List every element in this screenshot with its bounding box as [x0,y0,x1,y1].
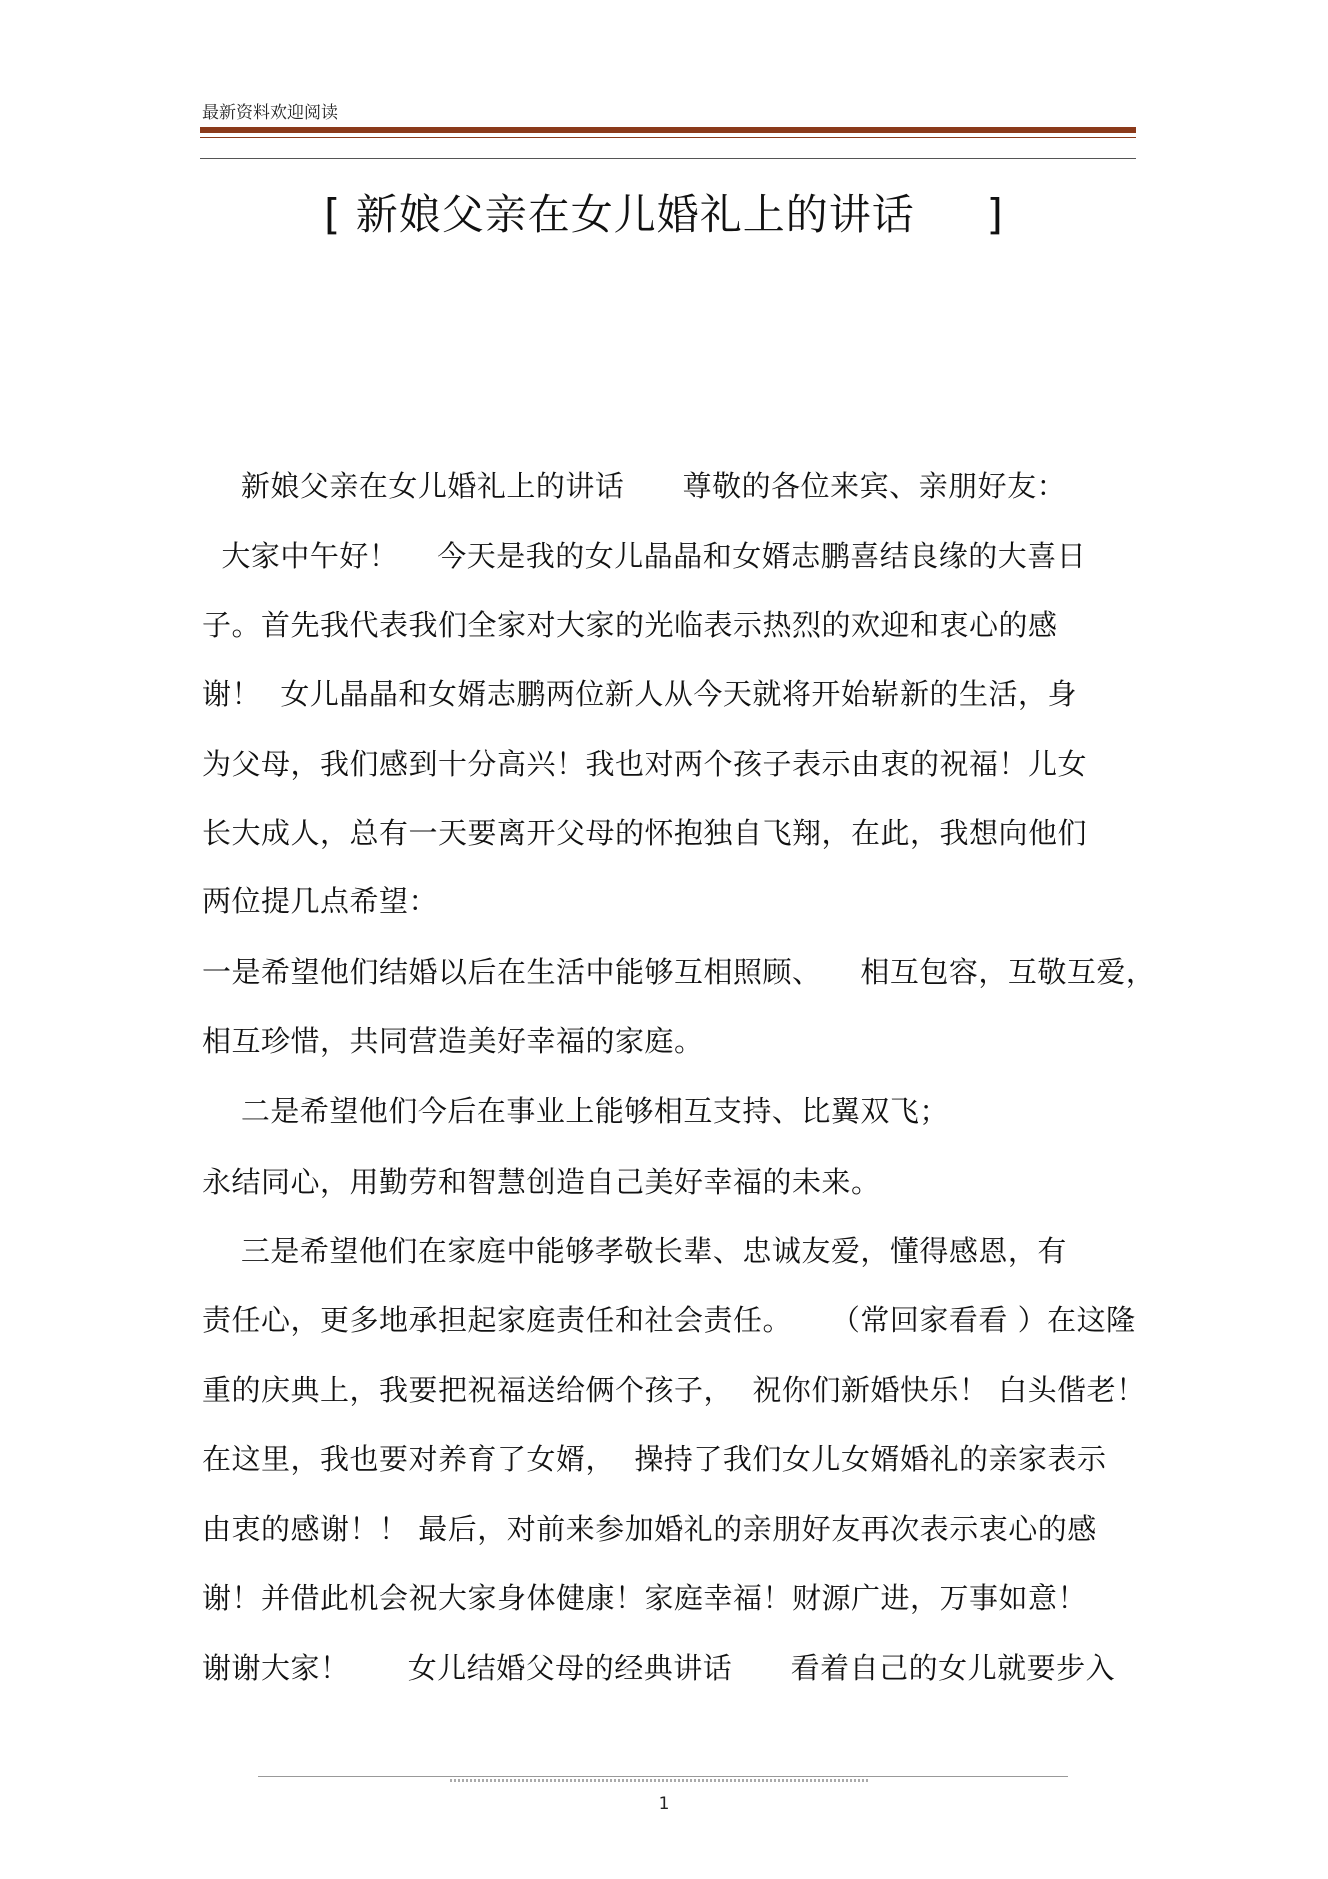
body-line: 两位提几点希望： [202,884,439,918]
body-line: 一是希望他们结婚以后在生活中能够互相照顾、 相互包容，互敬互爱， [202,955,1156,989]
body-line: 永结同心，用勤劳和智慧创造自己美好幸福的未来。 [202,1165,881,1199]
document-title: [ 新娘父亲在女儿婚礼上的讲话 ] [324,190,1004,239]
header-rule-thin [200,137,1136,138]
body-line: 三是希望他们在家庭中能够孝敬长辈、忠诚友爱，懂得感恩，有 [202,1234,1067,1268]
body-line: 谢！ 女儿晶晶和女婿志鹏两位新人从今天就将开始崭新的生活，身 [202,677,1077,711]
header-rule-thick [200,127,1136,133]
header-rule-bottom [200,158,1136,159]
page-number: 1 [658,1794,670,1814]
body-line: 重的庆典上，我要把祝福送给俩个孩子， 祝你们新婚快乐！ 白头偕老！ [202,1373,1146,1407]
body-line: 在这里，我也要对养育了女婿， 操持了我们女儿女婿婚礼的亲家表示 [202,1442,1107,1476]
body-line: 责任心，更多地承担起家庭责任和社会责任。 （常回家看看 ）在这隆 [202,1303,1136,1337]
footer-rule [258,1776,1068,1777]
body-line: 为父母，我们感到十分高兴！我也对两个孩子表示由衷的祝福！儿女 [202,747,1088,781]
body-line: 新娘父亲在女儿婚礼上的讲话 尊敬的各位来宾、亲朋好友： [202,469,1067,503]
body-line: 相互珍惜，共同营造美好幸福的家庭。 [202,1024,704,1058]
body-line: 由衷的感谢！！ 最后，对前来参加婚礼的亲朋好友再次表示衷心的感 [202,1512,1097,1546]
header-text: 最新资料欢迎阅读 [202,103,338,123]
body-line: 谢！并借此机会祝大家身体健康！家庭幸福！财源广进，万事如意！ [202,1581,1088,1615]
footer-rule-decoration [450,1779,870,1782]
body-line: 大家中午好！ 今天是我的女儿晶晶和女婿志鹏喜结良缘的大喜日 [202,539,1087,573]
body-line: 谢谢大家！ 女儿结婚父母的经典讲话 看着自己的女儿就要步入 [202,1651,1116,1685]
body-line: 长大成人，总有一天要离开父母的怀抱独自飞翔，在此，我想向他们 [202,816,1088,850]
body-line: 二是希望他们今后在事业上能够相互支持、比翼双飞； [202,1094,949,1128]
body-line: 子。首先我代表我们全家对大家的光临表示热烈的欢迎和衷心的感 [202,608,1058,642]
